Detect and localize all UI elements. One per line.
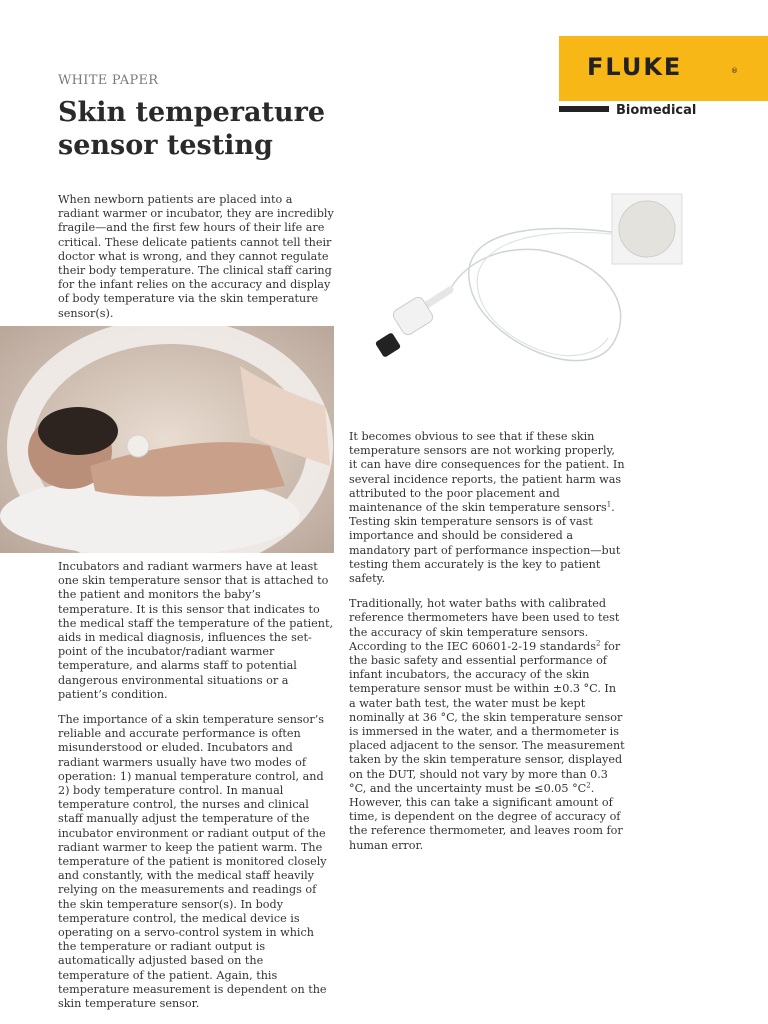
right-paragraph-1-text-cont: . Testing skin temperature sensors is of vast importance and should be considered a mandatory part of performance inspection—but testing them accurately is the key to patient safety. — [349, 501, 621, 586]
page-title: Skin temperature sensor testing — [58, 97, 325, 161]
skin-temperature-sensor-image — [360, 190, 690, 390]
right-paragraph-2-text-cont: for the basic safety and essential performance of infant incubators, the accuracy of the skin temperature sensor must be within ±0.3 °C. In a water bath test, the water must be kept nominally at 36 °C, the skin temperature sensor is immersed in the water, and a thermometer is placed adjacent to the sensor. The measurement taken by the skin temperature sensor, displayed on the DUT, should not vary by more than 0.3 °C, and the uncertainty must be ≤0.05 °C — [349, 639, 625, 795]
right-paragraph-1 — [349, 430, 625, 586]
logo-badge — [559, 36, 768, 101]
footnote-marker: 2 — [586, 781, 591, 790]
intro-paragraph: When newborn patients are placed into a radiant warmer or incubator, they are incredibly fragile—and the first few hours of their life are critical. These delicate patients cannot tell their doctor what is wrong, and they cannot regulate their body temperature. The clinical staff caring for the infant relies on the accuracy and display of body temperature via the skin temperature sensor(s). — [58, 193, 334, 320]
right-paragraph-2-text-end: . However, this can take a significant amount of time, is dependent on the degree of accuracy of the reference thermometer, and leaves room for human error. — [349, 781, 623, 852]
left-paragraph-2: The importance of a skin temperature sensor’s reliable and accurate performance is often misunderstood or eluded. Incubators and radiant warmers usually have two modes of operation: 1) manual temperature control, and 2) body temperature control. In manual temperature control, the nurses and clinical staff manually adjust the temperature of the incubator environment or radiant output of the radiant warmer to keep the patient warm. The temperature of the patient is monitored closely and constantly, with the medical staff heavily relying on the measurements and readings of the skin temperature sensor(s). In body temperature control, the medical device is operating on a servo-control system in which the temperature or radiant output is automatically adjusted based on the temperature of the patient. Again, this temperature measurement is dependent on the skin temperature sensor. — [58, 713, 327, 1011]
logo-brand-text: FLUKE — [587, 53, 683, 81]
logo-registered-mark: ® — [731, 67, 738, 75]
logo-division-text: Biomedical — [616, 103, 697, 118]
footnote-marker: 2 — [595, 639, 601, 648]
right-paragraph-2 — [349, 597, 625, 853]
footnote-marker: 1 — [606, 500, 612, 509]
left-column — [58, 560, 334, 1022]
document-type-label: WHITE PAPER — [58, 73, 159, 88]
right-column — [349, 430, 625, 864]
right-paragraph-1-text: It becomes obvious to see that if these skin temperature sensors are not working properly, it can have dire consequences for the patient. In several incidence reports, the patient harm was attributed to the poor placement and maintenance of the skin temperature sensors — [349, 430, 625, 515]
right-paragraph-2-text: Traditionally, hot water baths with calibrated reference thermometers have been used to test the accuracy of skin temperature sensors. According to the IEC 60601-2-19 standards — [349, 597, 620, 653]
left-paragraph-1: Incubators and radiant warmers have at least one skin temperature sensor that is attached to the patient and monitors the baby’s temperature. It is this sensor that indicates to the medical staff the temperature of the patient, aids in medical diagnosis, influences the set-point of the incubator/radiant warmer temperature, and alarms staff to potential dangerous environmental situations or a patient’s condition. — [58, 560, 334, 701]
infant-incubator-photo — [0, 326, 334, 553]
logo-divider-bar — [559, 106, 609, 112]
